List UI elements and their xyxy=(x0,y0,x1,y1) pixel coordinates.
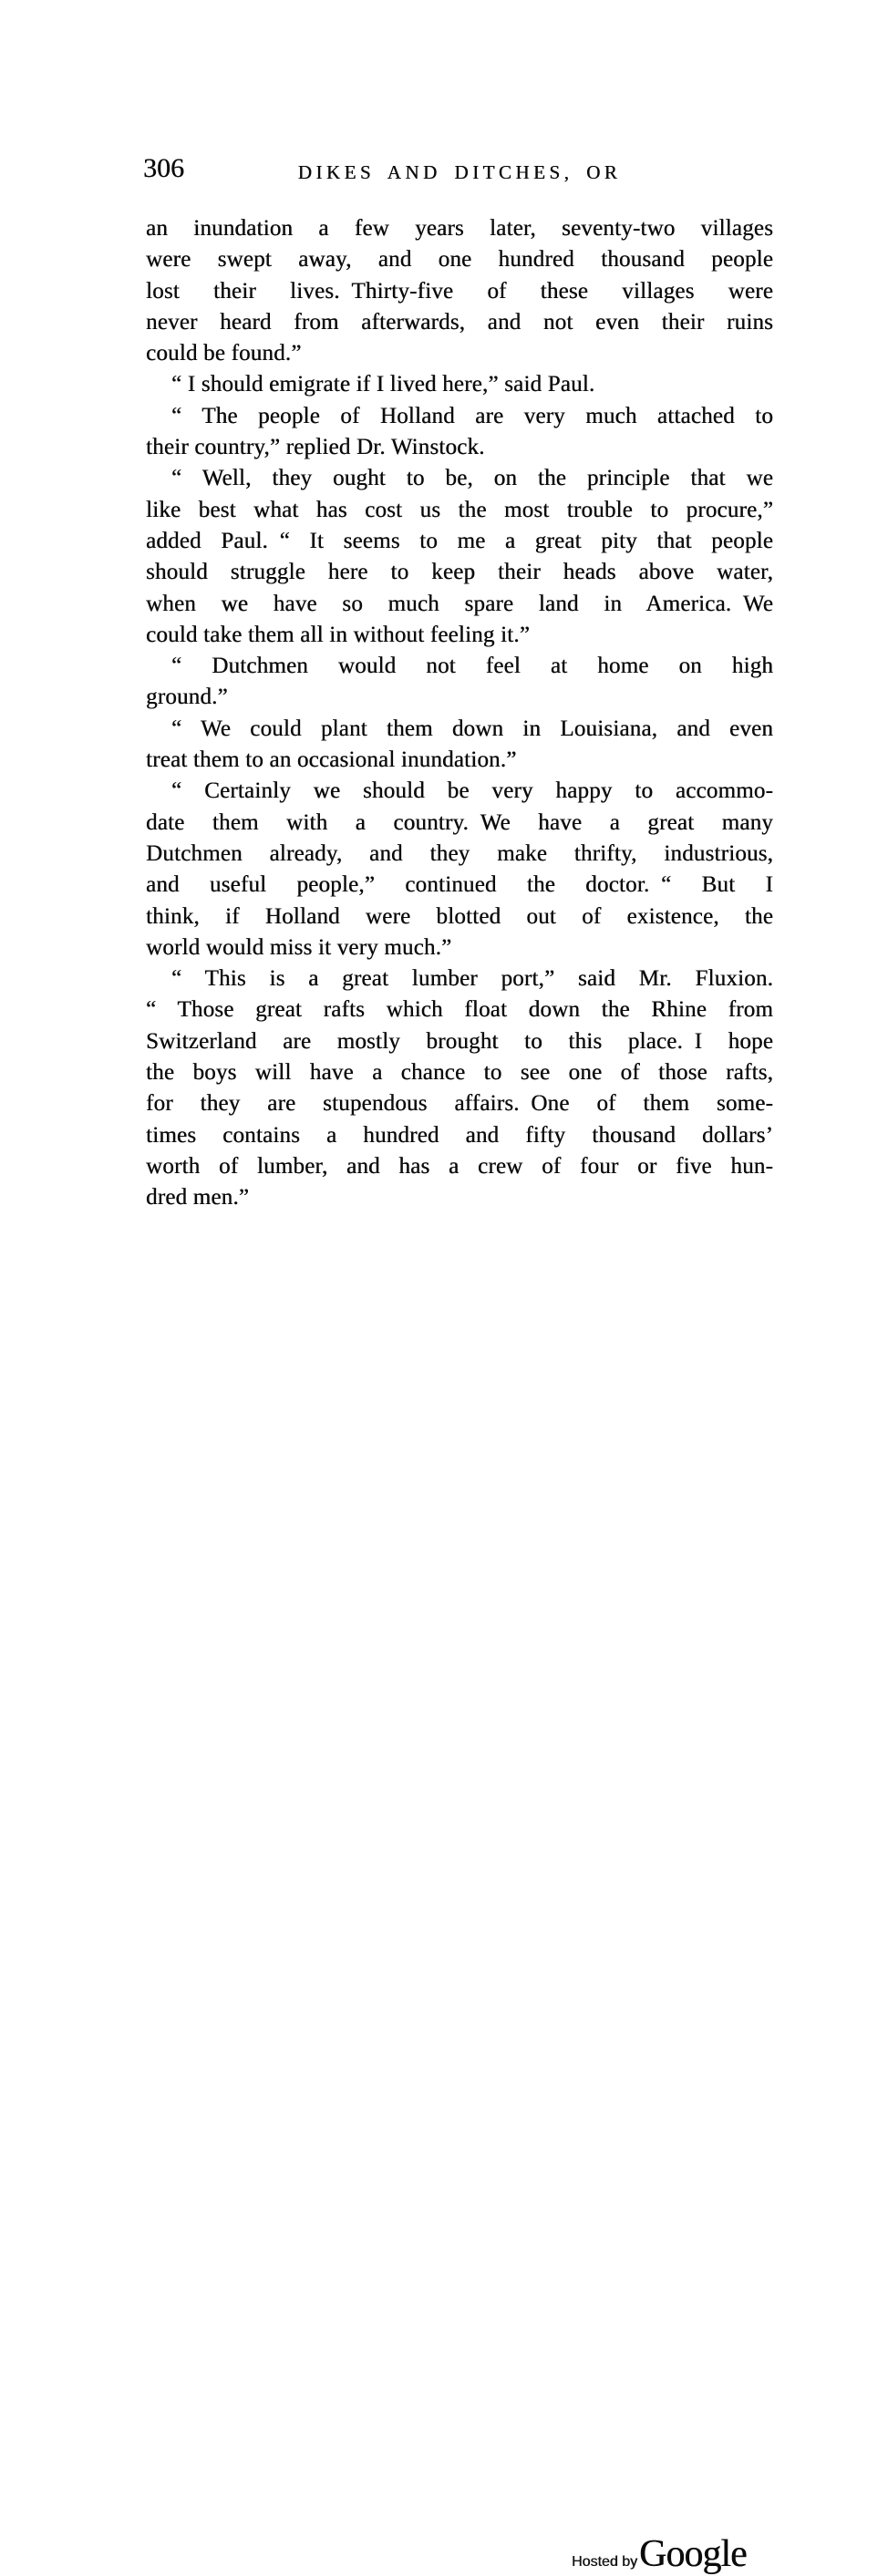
text-line: never heard from afterwards, and not even their ruins xyxy=(146,309,773,335)
text-line: times contains a hundred and fifty thousand dollars’ xyxy=(146,1122,773,1148)
text-line: Dutchmen already, and they make thrifty, industrious, xyxy=(146,840,773,866)
text-line: “ This is a great lumber port,” said Mr. Fluxion. xyxy=(171,966,773,992)
text-line: worth of lumber, and has a crew of four or five hun- xyxy=(146,1153,773,1179)
text-line: were swept away, and one hundred thousand people xyxy=(146,247,773,273)
body-text xyxy=(146,213,773,1214)
text-line: think, if Holland were blotted out of existence, the xyxy=(146,903,773,929)
text-line: could be found.” xyxy=(146,341,302,366)
page-number: 306 xyxy=(143,153,184,183)
text-line: “ Dutchmen would not feel at home on high xyxy=(171,654,773,679)
text-line: should struggle here to keep their heads above water, xyxy=(146,560,773,585)
text-line: when we have so much spare land in America. We xyxy=(146,591,773,616)
text-line: an inundation a few years later, seventy-two villages xyxy=(146,216,773,241)
text-line: their country,” replied Dr. Winstock. xyxy=(146,435,485,460)
text-line: world would miss it very much.” xyxy=(146,934,452,960)
text-line: “ The people of Holland are very much attached to xyxy=(171,403,773,428)
text-line: “ Certainly we should be very happy to accommo- xyxy=(171,778,773,804)
text-line: could take them all in without feeling it.” xyxy=(146,622,530,647)
text-line: lost their lives. Thirty-five of these villages were xyxy=(146,278,773,304)
google-logo: Google xyxy=(639,2533,747,2575)
text-line: ground.” xyxy=(146,685,228,710)
text-line: added Paul. “ It seems to me a great pity that people xyxy=(146,528,773,553)
footer xyxy=(0,1265,888,2575)
text-line: like best what has cost us the most trouble to procure,” xyxy=(146,497,773,522)
text-line: dred men.” xyxy=(146,1185,250,1211)
text-line: “ We could plant them down in Louisiana, and even xyxy=(171,716,773,741)
text-line: “ Well, they ought to be, on the principle that we xyxy=(171,466,773,491)
text-line: Switzerland are mostly brought to this place. I hope xyxy=(146,1028,773,1054)
running-head: DIKES AND DITCHES, OR xyxy=(297,161,622,183)
text-line: for they are stupendous affairs. One of them some- xyxy=(146,1091,773,1117)
text-line: treat them to an occasional inundation.” xyxy=(146,747,517,773)
hosted-by-label: Hosted by xyxy=(572,2554,638,2570)
text-line: “ Those great rafts which float down the Rhine from xyxy=(146,997,773,1023)
text-line: the boys will have a chance to see one of those rafts, xyxy=(146,1060,773,1086)
text-line: date them with a country. We have a great many xyxy=(146,809,773,835)
text-line: and useful people,” continued the doctor. “ But I xyxy=(146,872,773,898)
text-line: “ I should emigrate if I lived here,” said Paul. xyxy=(171,372,595,397)
